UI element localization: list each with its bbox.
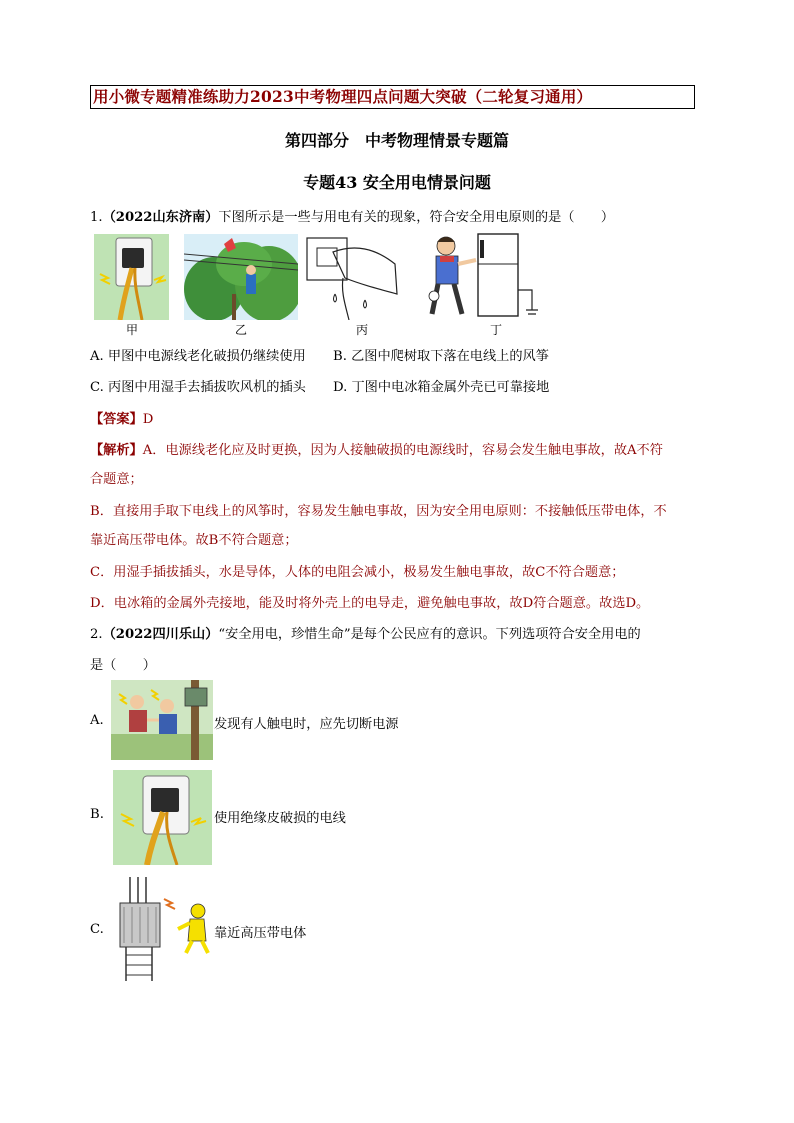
q1-analysis-line-1	[90, 439, 663, 458]
q2-stem-line-1	[90, 623, 641, 642]
q1-analysis-b-1: B．直接用手取下电线上的风筝时，容易发生触电事故，因为安全用电原则：不接触低压带电体，不	[90, 504, 667, 519]
q1-caption-jia: 甲	[125, 323, 138, 337]
q1-option-c: C. 丙图中用湿手去插拔吹风机的插头	[90, 380, 306, 395]
q1-analysis-label: 【解析】	[90, 443, 143, 458]
q1-caption-ding: 丁	[489, 323, 502, 337]
q1-option-b: B. 乙图中爬树取下落在电线上的风筝	[333, 349, 549, 364]
q2-option-c-text: 靠近高压带电体	[214, 926, 307, 941]
q1-analysis-c: C．用湿手插拔插头，水是导体，人体的电阻会减小，极易发生触电事故，故C不符合题意；	[90, 565, 625, 580]
q1-caption-yi: 乙	[234, 323, 247, 337]
q1-image-jia	[94, 234, 169, 320]
q1-image-bing	[305, 234, 402, 320]
damaged-plug-illustration	[94, 234, 169, 320]
q1-image-yi	[184, 234, 298, 320]
q2-option-b-text: 使用绝缘皮破损的电线	[214, 811, 346, 826]
q1-stem-line	[90, 206, 614, 225]
electric-shock-rescue-illustration	[111, 680, 213, 760]
q2-option-a-text: 发现有人触电时，应先切断电源	[214, 717, 399, 732]
q2-option-a-letter: A.	[90, 713, 104, 728]
q1-number: 1.	[90, 210, 103, 225]
q1-answer-line	[90, 408, 153, 427]
q1-answer: D	[142, 412, 154, 427]
part-title: 第四部分 中考物理情景专题篇	[284, 131, 509, 150]
q1-analysis-a-1: A．电源线老化应及时更换，因为人接触破损的电源线时，容易会发生触电事故，故A不符	[142, 443, 663, 458]
q2-option-a-image	[111, 680, 213, 760]
q1-answer-label: 【答案】	[90, 412, 143, 427]
q2-number: 2.	[90, 627, 103, 642]
high-voltage-transformer-illustration	[112, 877, 214, 981]
damaged-wire-plug-illustration	[113, 770, 212, 865]
series-banner: 用小微专题精准练助力2023中考物理四点问题大突破（二轮复习通用）	[90, 85, 695, 109]
topic-title: 专题43 安全用电情景问题	[303, 173, 491, 192]
fridge-grounding-illustration	[420, 230, 545, 320]
q1-source: （2022山东济南）	[102, 210, 219, 225]
q1-analysis-a-2: 合题意；	[90, 472, 143, 487]
q1-stem: 下图所示是一些与用电有关的现象，符合安全用电原则的是（ ）	[218, 210, 615, 225]
q1-analysis-b-2: 靠近高压带电体。故B不符合题意；	[90, 533, 298, 548]
q2-option-b-image	[113, 770, 212, 865]
q2-option-b-letter: B.	[90, 807, 104, 822]
q2-stem-line-2: 是（ ）	[90, 658, 156, 673]
q2-option-c-image	[112, 877, 214, 981]
q2-option-c-letter: C.	[90, 922, 104, 937]
q2-source: （2022四川乐山）	[102, 627, 219, 642]
q1-image-ding	[420, 230, 545, 320]
q1-analysis-d: D．电冰箱的金属外壳接地，能及时将外壳上的电导走，避免触电事故，故D符合题意。故选D。	[90, 596, 650, 611]
tree-kite-illustration	[184, 234, 298, 320]
q2-stem-1: “安全用电，珍惜生命”是每个公民应有的意识。下列选项符合安全用电的	[218, 627, 641, 642]
q1-option-d: D. 丁图中电冰箱金属外壳已可靠接地	[333, 380, 550, 395]
wet-hand-plug-illustration	[305, 234, 402, 320]
q1-option-a: A. 甲图中电源线老化破损仍继续使用	[90, 349, 306, 364]
q1-caption-bing: 丙	[355, 323, 368, 337]
